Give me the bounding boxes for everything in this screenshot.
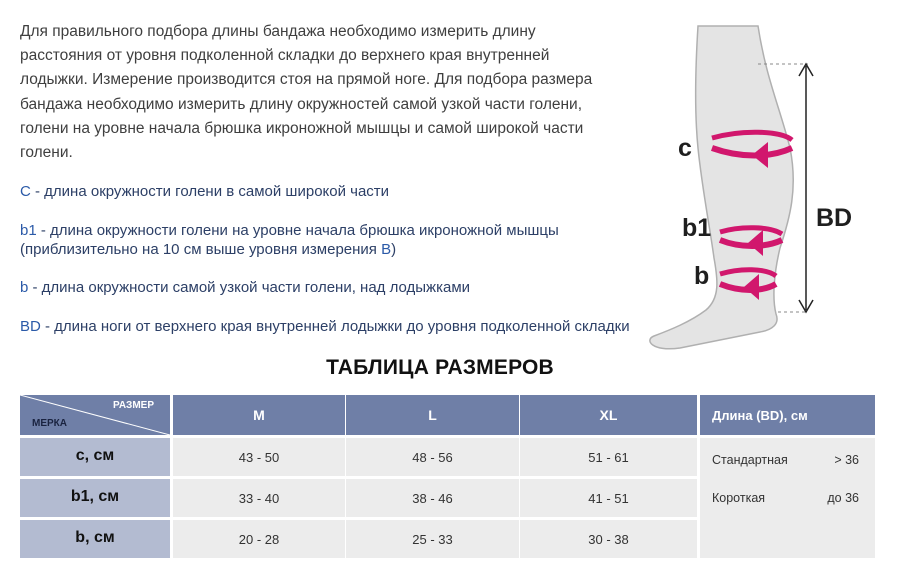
size-table-title: ТАБЛИЦА РАЗМЕРОВ [326, 356, 554, 379]
table-cell: 30 - 38 [520, 520, 697, 558]
size-header-l: L [346, 395, 519, 435]
table-cell: 25 - 33 [346, 520, 519, 558]
definition-text: - длина окружности голени на уровне начала брюшка икроножной мышцы (приблизительно на 10 см выше уровня измерения [20, 222, 559, 258]
definition-bd [20, 317, 630, 336]
length-header: Длина (BD), см [700, 395, 875, 435]
label-b1: b1 [682, 214, 712, 242]
definition-key: BD [20, 318, 41, 335]
length-panel [700, 438, 875, 558]
intro-text: Для правильного подбора длины бандажа необходимо измерить длину расстояния от уровня подколенной складки до верхнего края внутренней лодыжки. Измерение производится стоя на прямой ноге. Для подбора размера бандажа необходимо измерить длину окружностей самой узкой части голени, голени на уровне начала брюшка икроножной мышцы и самой широкой части голени. [20, 23, 593, 162]
length-standard-value: > 36 [834, 453, 859, 467]
length-short-label: Короткая [712, 491, 766, 505]
definition-key: C [20, 183, 31, 200]
table-cell: 33 - 40 [173, 479, 345, 517]
definition-tail: ) [391, 241, 397, 258]
corner-size-label: РАЗМЕР [113, 400, 154, 411]
length-short-value: до 36 [827, 491, 859, 505]
length-standard-label: Стандартная [712, 453, 788, 467]
row-label-b1: b1, см [20, 479, 170, 517]
table-cell: 43 - 50 [173, 438, 345, 476]
table-cell: 48 - 56 [346, 438, 519, 476]
table-cell: 20 - 28 [173, 520, 345, 558]
leg-measurement-diagram [640, 18, 900, 358]
leg-illustration [640, 18, 900, 358]
definition-key-2: B [381, 241, 392, 258]
leg-shape [650, 26, 793, 349]
table-cell: 51 - 61 [520, 438, 697, 476]
definition-text: - длина окружности самой узкой части голени, над лодыжками [28, 279, 471, 296]
row-label-b: b, см [20, 520, 170, 558]
definition-text: - длина ноги от верхнего края внутренней лодыжки до уровня подколенной складки [40, 318, 630, 335]
corner-measure-label: МЕРКА [32, 418, 67, 429]
size-header-xl: XL [520, 395, 697, 435]
size-header-m: M [173, 395, 345, 435]
definition-c [20, 182, 630, 201]
definition-key: b1 [20, 222, 37, 239]
table-cell: 41 - 51 [520, 479, 697, 517]
label-bd: BD [816, 204, 853, 232]
row-label-c: c, см [20, 438, 170, 476]
table-cell: 38 - 46 [346, 479, 519, 517]
label-b: b [694, 262, 710, 290]
definition-text: - длина окружности голени в самой широкой части [30, 183, 390, 200]
table-corner [20, 395, 170, 435]
definition-key: b [20, 279, 29, 296]
definition-b1 [20, 221, 630, 259]
definition-b [20, 278, 630, 297]
label-c: c [678, 134, 692, 162]
